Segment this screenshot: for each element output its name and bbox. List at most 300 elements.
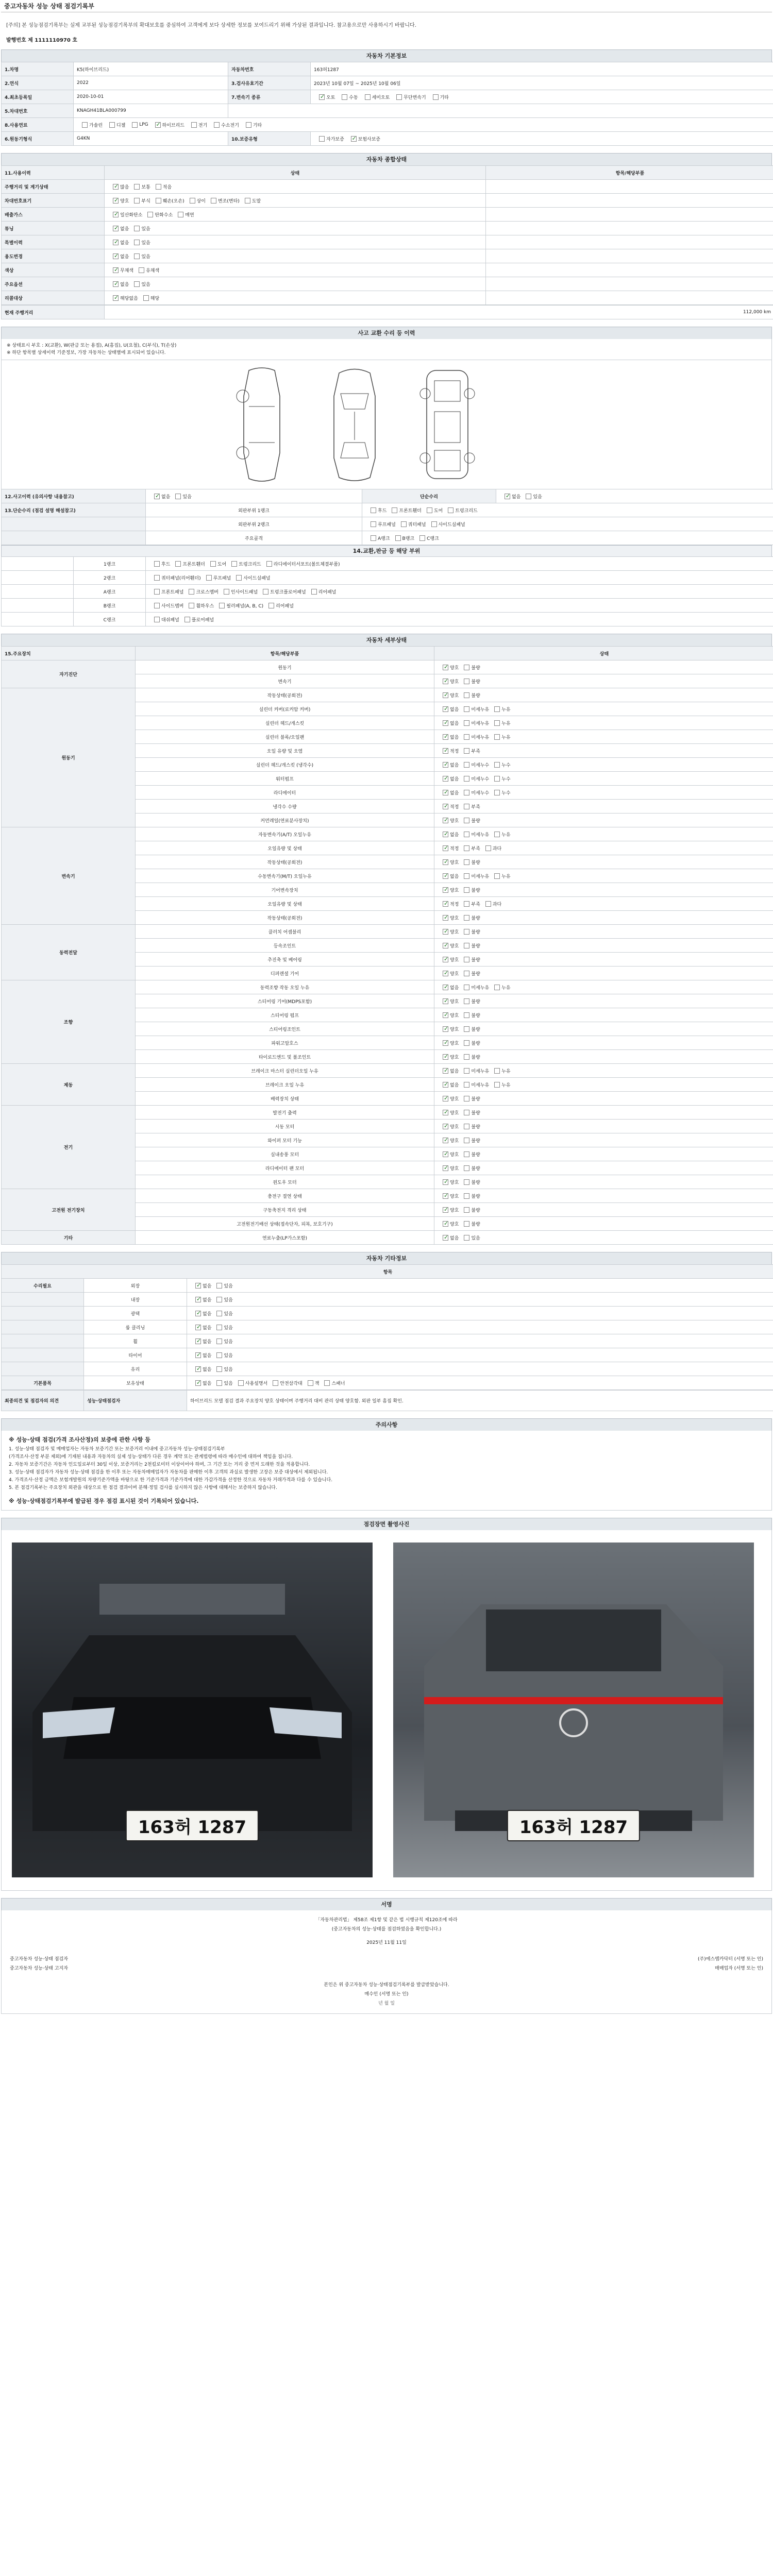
cell-value: 2020-10-01 bbox=[74, 90, 228, 104]
section-detail-title: 자동차 세부상태 bbox=[1, 634, 772, 646]
checkbox bbox=[443, 748, 448, 754]
options-cell bbox=[187, 1279, 773, 1293]
checkbox bbox=[371, 535, 376, 541]
item-label: 스티어링 펌프 bbox=[136, 1008, 434, 1022]
checkbox bbox=[433, 94, 439, 100]
checkbox bbox=[113, 240, 119, 245]
item-label: 휠 bbox=[84, 1334, 187, 1348]
option-label: 불량 bbox=[471, 1208, 480, 1213]
rank-label: 2랭크 bbox=[74, 571, 146, 585]
option-label: 불량 bbox=[471, 1124, 480, 1130]
option-label: 양호 bbox=[450, 1110, 459, 1116]
options-cell bbox=[434, 800, 773, 814]
checkbox bbox=[464, 985, 469, 990]
option-label: 미세누유 bbox=[471, 735, 490, 740]
checkbox bbox=[156, 184, 161, 190]
option-label: 있음 bbox=[471, 1235, 480, 1241]
option-label: 불량 bbox=[471, 679, 480, 685]
dealer-sign: 매매업자 (서명 또는 인) bbox=[715, 1966, 763, 1971]
option-label: 변조(변타) bbox=[217, 198, 240, 204]
checkbox bbox=[443, 1193, 448, 1199]
checkbox bbox=[195, 1325, 201, 1330]
table-row bbox=[2, 925, 773, 939]
checkbox bbox=[396, 94, 402, 100]
item-label: 연료누출(LP가스포함) bbox=[136, 1231, 434, 1245]
option-label: 미세누수 bbox=[471, 762, 490, 768]
option-label: 도말 bbox=[251, 198, 261, 204]
checkbox bbox=[308, 1380, 313, 1386]
option-label: 없음 bbox=[203, 1339, 212, 1345]
signature-block bbox=[1, 1910, 772, 2014]
option-label: 불량 bbox=[471, 943, 480, 949]
cell-value: K5(하이브리드) bbox=[74, 62, 228, 76]
option-label: 있음 bbox=[224, 1325, 233, 1331]
column-header: 15.주요장치 bbox=[2, 647, 136, 660]
option-label: 없음 bbox=[203, 1297, 212, 1303]
item-label: 스티어링조인트 bbox=[136, 1022, 434, 1036]
table-row bbox=[2, 90, 773, 104]
opinion-sub-label: 성능·상태점검자 bbox=[84, 1391, 187, 1411]
option-label: 불량 bbox=[471, 818, 480, 824]
option-label: 쿼터패널(리어휀더) bbox=[161, 575, 201, 581]
checkbox bbox=[464, 1207, 469, 1213]
table-row bbox=[2, 235, 773, 249]
checkbox bbox=[443, 971, 448, 976]
row-label: 주요옵션 bbox=[2, 277, 105, 291]
option-label: 미세누유 bbox=[471, 874, 490, 879]
option-label: 루프패널 bbox=[213, 575, 231, 581]
item-label: 스티어링 기어(MDPS포함) bbox=[136, 994, 434, 1008]
option-label: 매연 bbox=[185, 212, 194, 218]
checkbox bbox=[246, 122, 251, 128]
group-label: 기타 bbox=[2, 1231, 136, 1245]
options-cell bbox=[434, 786, 773, 800]
option-label: 양호 bbox=[450, 1180, 459, 1185]
checkbox bbox=[464, 929, 469, 935]
table-row bbox=[2, 249, 773, 263]
option-label: 미세누수 bbox=[471, 790, 490, 796]
row-label: 기본품목 bbox=[2, 1376, 84, 1390]
table-row bbox=[2, 1320, 773, 1334]
option-label: 부족 bbox=[471, 804, 480, 810]
table-header-row bbox=[2, 1265, 773, 1279]
section-basic-title: 자동차 기본정보 bbox=[1, 49, 772, 62]
option-label: 쿼터패널 bbox=[408, 522, 426, 528]
checkbox bbox=[195, 1283, 201, 1289]
options-cell bbox=[434, 994, 773, 1008]
item-label: 내장 bbox=[84, 1293, 187, 1307]
option-label: 없음 bbox=[203, 1283, 212, 1289]
option-label: 양호 bbox=[450, 999, 459, 1005]
cell-label: 8.사용연료 bbox=[2, 118, 74, 132]
option-label: 누유 bbox=[501, 1082, 511, 1088]
notes-block bbox=[1, 1431, 772, 1511]
checkbox bbox=[210, 561, 216, 567]
option-label: 양호 bbox=[450, 1055, 459, 1060]
option-label: 스패너 bbox=[331, 1381, 345, 1386]
item-label: 오일유량 및 상태 bbox=[136, 897, 434, 911]
options-cell bbox=[434, 716, 773, 730]
item-label: 타이어 bbox=[84, 1348, 187, 1362]
option-label: 트렁크리드 bbox=[239, 562, 261, 567]
checkbox bbox=[190, 198, 195, 204]
option-label: 불량 bbox=[471, 1138, 480, 1144]
item-label: 라디에이터 팬 모터 bbox=[136, 1161, 434, 1175]
option-label: 불량 bbox=[471, 929, 480, 935]
table-row bbox=[2, 571, 773, 585]
row-label: 용도변경 bbox=[2, 249, 105, 263]
options-cell bbox=[434, 897, 773, 911]
options-cell bbox=[434, 1050, 773, 1064]
checkbox bbox=[443, 692, 448, 698]
checkbox bbox=[216, 1325, 222, 1330]
checkbox bbox=[443, 1068, 448, 1074]
option-label: 있음 bbox=[182, 494, 192, 500]
checkbox bbox=[231, 561, 237, 567]
item-label: 작동상태(공회전) bbox=[136, 911, 434, 925]
item-label: 유리 bbox=[84, 1362, 187, 1376]
option-label: 없음 bbox=[120, 240, 129, 246]
option-label: 적정 bbox=[450, 902, 459, 907]
option-label: 인사이드패널 bbox=[230, 589, 258, 595]
option-label: 불량 bbox=[471, 1180, 480, 1185]
options-cell bbox=[434, 980, 773, 994]
car-side-left-icon bbox=[223, 365, 300, 484]
checkbox bbox=[494, 762, 500, 768]
item-label: 실린더 헤드/개스킷 (냉각수) bbox=[136, 758, 434, 772]
section-sign-title: 서명 bbox=[1, 1898, 772, 1910]
options-cell bbox=[187, 1348, 773, 1362]
option-label: 없음 bbox=[161, 494, 171, 500]
table-row bbox=[2, 1231, 773, 1245]
options-cell bbox=[434, 953, 773, 967]
option-label: 사이드멤버 bbox=[161, 603, 184, 609]
checkbox bbox=[195, 1297, 201, 1302]
checkbox bbox=[464, 1012, 469, 1018]
checkbox bbox=[443, 1124, 448, 1129]
cell-label: 10.보증유형 bbox=[228, 132, 311, 146]
checkbox bbox=[427, 507, 432, 513]
checkbox bbox=[464, 748, 469, 754]
option-label: 양호 bbox=[450, 957, 459, 963]
table-row bbox=[2, 557, 773, 571]
option-label: 안전삼각대 bbox=[280, 1381, 303, 1386]
table-row bbox=[2, 1307, 773, 1320]
checkbox bbox=[464, 901, 469, 907]
checkbox bbox=[245, 198, 250, 204]
license-plate-front: 163허 1287 bbox=[126, 1810, 259, 1841]
options-cell bbox=[146, 557, 773, 571]
options-cell bbox=[434, 730, 773, 744]
checkbox bbox=[464, 859, 469, 865]
checkbox bbox=[443, 734, 448, 740]
cell-label: 3.검사유효기간 bbox=[228, 76, 311, 90]
checkbox bbox=[443, 706, 448, 712]
options-cell bbox=[434, 1217, 773, 1231]
option-label: 있음 bbox=[533, 494, 542, 500]
group-label: 조향 bbox=[2, 980, 136, 1064]
table-header-row bbox=[2, 647, 773, 660]
option-label: 있음 bbox=[141, 254, 150, 260]
options-cell bbox=[105, 249, 486, 263]
cell-value: KNAGH41BLA000799 bbox=[74, 104, 228, 118]
checkbox bbox=[443, 1165, 448, 1171]
option-label: 불량 bbox=[471, 888, 480, 893]
checkbox bbox=[189, 589, 194, 595]
checkbox bbox=[464, 845, 469, 851]
checkbox bbox=[443, 1207, 448, 1213]
option-label: 훼손(오손) bbox=[162, 198, 184, 204]
item-label: 고전원전기배선 상태(접속단자, 피복, 보호기구) bbox=[136, 1217, 434, 1231]
option-label: 양호 bbox=[450, 1124, 459, 1130]
option-label: 트렁크플로어패널 bbox=[270, 589, 306, 595]
section-other-title: 자동차 기타정보 bbox=[1, 1252, 772, 1264]
group-label: 자기진단 bbox=[2, 660, 136, 688]
option-label: 상이 bbox=[196, 198, 206, 204]
option-label: 없음 bbox=[203, 1367, 212, 1372]
options-cell bbox=[434, 1175, 773, 1189]
checkbox bbox=[464, 1110, 469, 1115]
checkbox bbox=[371, 521, 376, 527]
table-row bbox=[2, 208, 773, 222]
item-label: 라디에이터 bbox=[136, 786, 434, 800]
checkbox bbox=[443, 943, 448, 948]
option-label: 도어 bbox=[217, 562, 227, 567]
item-label: 작동상태(공회전) bbox=[136, 688, 434, 702]
option-label: 없음 bbox=[120, 254, 129, 260]
group-label: 고전원 전기장치 bbox=[2, 1189, 136, 1231]
option-label: 불량 bbox=[471, 1152, 480, 1158]
option-label: 과다 bbox=[492, 902, 502, 907]
option-label: 없음 bbox=[450, 874, 459, 879]
checkbox bbox=[268, 603, 274, 608]
rank-label: B랭크 bbox=[74, 599, 146, 613]
option-label: 리어패널 bbox=[318, 589, 337, 595]
cell-label: 자동차번호 bbox=[228, 62, 311, 76]
row-sub-label: 주요골격 bbox=[146, 531, 362, 545]
fuel-options: 가솔린 디젤 LPG ✓ 하이브리드 전기 수소전기 기타 bbox=[74, 118, 773, 132]
options-cell bbox=[362, 503, 773, 517]
checkbox bbox=[178, 212, 183, 217]
options-cell bbox=[146, 489, 362, 503]
options-cell bbox=[434, 1231, 773, 1245]
options-cell bbox=[434, 855, 773, 869]
checkbox bbox=[494, 706, 500, 712]
checkbox bbox=[494, 790, 500, 795]
checkbox bbox=[494, 1068, 500, 1074]
checkbox bbox=[443, 1026, 448, 1032]
checkbox bbox=[273, 1380, 278, 1386]
option-label: 사이드실패널 bbox=[243, 575, 271, 581]
option-label: 양호 bbox=[450, 929, 459, 935]
section-general-title: 자동차 종합상태 bbox=[1, 153, 772, 165]
row-label: 13.단순수리 (점검 설명 해설참고) bbox=[2, 503, 146, 517]
item-label: 타이로드엔드 및 볼조인트 bbox=[136, 1050, 434, 1064]
option-label: 양호 bbox=[450, 665, 459, 671]
checkbox bbox=[214, 122, 220, 128]
option-label: 플로어패널 bbox=[191, 617, 214, 623]
car-underbody-icon bbox=[409, 365, 486, 484]
option-label: 과다 bbox=[492, 846, 502, 852]
notes-heading: ※ 성능·상태 점검(가격 조사산정)의 보증에 관한 사항 등 bbox=[9, 1436, 150, 1443]
options-cell bbox=[362, 517, 773, 531]
row-label: 12.사고이력 (유의사항 내용참고) bbox=[2, 489, 146, 503]
checkbox bbox=[154, 603, 160, 608]
option-label: 없음 bbox=[203, 1311, 212, 1317]
checkbox bbox=[216, 1283, 222, 1289]
checkbox bbox=[443, 915, 448, 921]
sign-ymd: 년 월 일 bbox=[378, 2001, 395, 2006]
option-label: 양호 bbox=[450, 1194, 459, 1199]
checkbox bbox=[175, 494, 181, 499]
option-label: 없음 bbox=[120, 226, 129, 232]
checkbox bbox=[195, 1338, 201, 1344]
item-label: 파워고압호스 bbox=[136, 1036, 434, 1050]
checkbox bbox=[139, 267, 144, 273]
cell-label: 2.연식 bbox=[2, 76, 74, 90]
table-row bbox=[2, 306, 773, 319]
row-sub-label: 외판부위 1랭크 bbox=[146, 503, 362, 517]
item-label: 윈도우 모터 bbox=[136, 1175, 434, 1189]
option-label: 있음 bbox=[224, 1297, 233, 1303]
checkbox bbox=[464, 915, 469, 921]
mileage-label: 현재 주행거리 bbox=[2, 306, 105, 319]
option-label: 미세누유 bbox=[471, 832, 490, 838]
row-label: 차대번호표기 bbox=[2, 194, 105, 208]
item-label: 기어변속장치 bbox=[136, 883, 434, 897]
option-label: 대쉬패널 bbox=[161, 617, 179, 623]
table-row bbox=[2, 1376, 773, 1390]
checkbox bbox=[113, 253, 119, 259]
item-label: 클러치 어셈블리 bbox=[136, 925, 434, 939]
checkbox bbox=[211, 198, 216, 204]
checkbox bbox=[464, 776, 469, 782]
checkbox bbox=[431, 521, 437, 527]
options-cell bbox=[434, 660, 773, 674]
table-row bbox=[2, 688, 773, 702]
options-cell bbox=[434, 814, 773, 827]
option-label: 있음 bbox=[141, 282, 150, 287]
checkbox bbox=[443, 804, 448, 809]
checkbox bbox=[113, 184, 119, 190]
options-cell bbox=[146, 613, 773, 626]
item-label: 와이퍼 모터 기능 bbox=[136, 1133, 434, 1147]
checkbox bbox=[154, 561, 160, 567]
checkbox bbox=[154, 617, 160, 622]
group-label: 동력전달 bbox=[2, 925, 136, 980]
option-label: 있음 bbox=[224, 1353, 233, 1359]
option-label: 불량 bbox=[471, 1110, 480, 1116]
options-cell bbox=[496, 489, 773, 503]
option-label: 누유 bbox=[501, 735, 511, 740]
item-label: 브레이크 오일 누유 bbox=[136, 1078, 434, 1092]
checkbox bbox=[238, 1380, 244, 1386]
checkbox bbox=[184, 617, 190, 622]
options-cell bbox=[187, 1376, 773, 1390]
checkbox bbox=[342, 94, 347, 100]
row-label: 특별이력 bbox=[2, 235, 105, 249]
checkbox bbox=[82, 122, 88, 128]
option-label: 없음 bbox=[450, 985, 459, 991]
checkbox bbox=[216, 1297, 222, 1302]
option-label: 있음 bbox=[224, 1283, 233, 1289]
checkbox bbox=[219, 603, 225, 608]
option-label: 리어패널 bbox=[276, 603, 294, 609]
option-label: 양호 bbox=[450, 1222, 459, 1227]
option-label: A랭크 bbox=[378, 536, 390, 541]
group-label: 원동기 bbox=[2, 688, 136, 827]
note-line: 4. 가격조사·산정 금액은 보험개발원의 차량기준가액을 바탕으로 한 기준가격과 기준가격에 대한 가감가격을 산정한 것으로 자동차 거래가격과 다를 수 있습니다. bbox=[9, 1478, 333, 1483]
checkbox bbox=[443, 1096, 448, 1101]
option-label: 있음 bbox=[224, 1339, 233, 1345]
checkbox bbox=[155, 122, 161, 128]
option-label: 없음 bbox=[450, 1069, 459, 1074]
item-label: 실린더 커버(로커암 커버) bbox=[136, 702, 434, 716]
mileage-row bbox=[1, 305, 773, 319]
option-label: 양호 bbox=[450, 693, 459, 699]
option-label: C랭크 bbox=[427, 536, 439, 541]
table-row bbox=[2, 132, 773, 146]
options-cell bbox=[434, 1106, 773, 1120]
table-row bbox=[2, 222, 773, 235]
item-label: 변속기 bbox=[136, 674, 434, 688]
table-row bbox=[2, 1391, 773, 1411]
table-row bbox=[2, 660, 773, 674]
item-label: 작동상태(공회전) bbox=[136, 855, 434, 869]
item-label: 오일유량 및 상태 bbox=[136, 841, 434, 855]
option-label: 부족 bbox=[471, 902, 480, 907]
cell-value: 163허1287 bbox=[311, 62, 773, 76]
table-row bbox=[2, 76, 773, 90]
option-label: 보통 bbox=[141, 184, 150, 190]
checkbox bbox=[216, 1366, 222, 1372]
table-row bbox=[2, 531, 773, 545]
option-label: 적정 bbox=[450, 749, 459, 754]
buyer-sign: 매수인 (서명 또는 인) bbox=[364, 1992, 409, 1997]
option-label: 양호 bbox=[450, 1152, 459, 1158]
checkbox bbox=[191, 122, 197, 128]
column-header: 항목 bbox=[2, 1265, 773, 1279]
note-line: 3. 성능·상태 점검자가 자동차 성능·상태 점검을 한 이후 또는 자동차매매업자가 자동차를 판매한 이후 고객의 과실로 발생한 고장은 보증 대상에서 제외됩니다. bbox=[9, 1470, 328, 1475]
options-cell bbox=[434, 939, 773, 953]
group-label: 변속기 bbox=[2, 827, 136, 925]
checkbox bbox=[494, 1082, 500, 1088]
item-label: 발전기 출력 bbox=[136, 1106, 434, 1120]
checkbox bbox=[175, 561, 181, 567]
row-label: 단순수리 bbox=[362, 489, 496, 503]
options-cell bbox=[105, 208, 486, 222]
photo-area bbox=[1, 1530, 772, 1891]
checkbox bbox=[464, 832, 469, 837]
checkbox bbox=[216, 1338, 222, 1344]
item-label: 충전구 절연 상태 bbox=[136, 1189, 434, 1203]
option-label: 불량 bbox=[471, 665, 480, 671]
option-label: 미세누유 bbox=[471, 1082, 490, 1088]
checkbox bbox=[464, 1068, 469, 1074]
checkbox bbox=[351, 136, 357, 142]
notice-text: [주의] 본 성능점검기록부는 실제 교부된 성능점검기록부의 확대보호를 중심하여 고객에게 보다 상세한 정보를 보여드리기 위해 가상된 결과입니다. 참고용으로만 사용하시기 바랍니다. bbox=[6, 23, 416, 28]
checkbox bbox=[443, 1138, 448, 1143]
cell-label: 7.변속기 종류 bbox=[228, 90, 311, 104]
option-label: 필러패널(A, B, C) bbox=[226, 603, 264, 609]
mileage-value: 112,000 km bbox=[105, 306, 773, 319]
option-label: 미세누유 bbox=[471, 985, 490, 991]
item-label: 실린더 블록/오일팬 bbox=[136, 730, 434, 744]
option-label: 없음 bbox=[450, 707, 459, 713]
checkbox bbox=[113, 226, 119, 231]
options-cell bbox=[434, 1078, 773, 1092]
row-label bbox=[2, 1320, 84, 1334]
